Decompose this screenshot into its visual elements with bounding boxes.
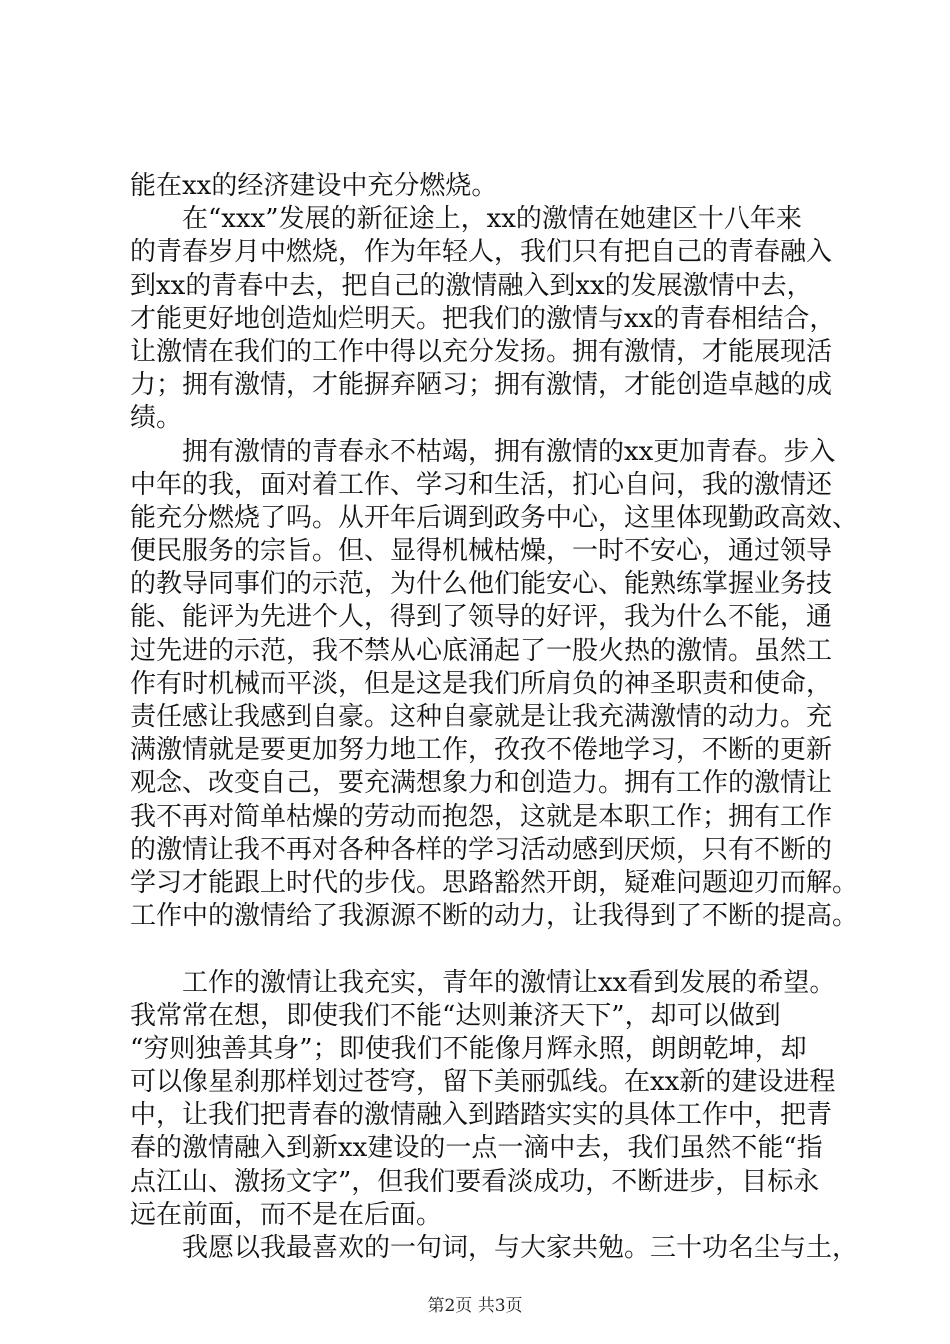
text-line: 过先进的示范，我不禁从心底涌起了一股火热的激情。虽然工 xyxy=(130,635,833,666)
text-line: 便民服务的宗旨。但、显得机械枯燥，一时不安心，通过领导 xyxy=(130,536,833,567)
text-line: 力；拥有激情，才能摒弃陋习；拥有激情，才能创造卓越的成 xyxy=(130,370,833,401)
text-line: 我不再对简单枯燥的劳动而抱怨，这就是本职工作；拥有工作 xyxy=(130,801,833,832)
text-line: 的教导同事们的示范，为什么他们能安心、能熟练掌握业务技 xyxy=(130,569,833,600)
text-line: 拥有激情的青春永不枯竭，拥有激情的xx更加青春。步入 xyxy=(182,436,836,467)
text-line: 责任感让我感到自豪。这种自豪就是让我充满激情的动力。充 xyxy=(130,702,833,732)
text-line: 中年的我，面对着工作、学习和生活，扪心自问，我的激情还 xyxy=(130,469,833,500)
text-line: 我愿以我最喜欢的一句词，与大家共勉。三十功名尘与土， xyxy=(182,1233,859,1263)
text-line: 才能更好地创造灿烂明天。把我们的激情与xx的青春相结合， xyxy=(130,303,836,334)
text-line: 可以像星刹那样划过苍穹，留下美丽弧线。在xx新的建设进程 xyxy=(130,1067,836,1098)
text-line: 能充分燃烧了吗。从开年后调到政务中心，这里体现勤政高效、 xyxy=(130,502,859,533)
text-line: 点江山、激扬文字”，但我们要看淡成功，不断进步，目标永 xyxy=(130,1166,820,1197)
text-line: 远在前面，而不是在后面。 xyxy=(130,1199,443,1230)
text-line: 工作的激情让我充实，青年的激情让xx看到发展的希望。 xyxy=(182,967,836,998)
text-line: 的激情让我不再对各种各样的学习活动感到厌烦，只有不断的 xyxy=(130,834,833,865)
text-line: 观念、改变自己，要充满想象力和创造力。拥有工作的激情让 xyxy=(130,768,833,799)
page-number-footer: 第2页 共3页 xyxy=(427,1296,523,1316)
text-line: 工作中的激情给了我源源不断的动力，让我得到了不断的提高。 xyxy=(130,901,859,932)
text-line: 学习才能跟上时代的步伐。思路豁然开朗，疑难问题迎刃而解。 xyxy=(130,867,859,898)
text-line: 到xx的青春中去，把自己的激情融入到xx的发展激情中去， xyxy=(130,270,813,301)
text-line: 我常常在想，即使我们不能“达则兼济天下”，却可以做到 xyxy=(130,1000,781,1031)
text-line: 在“xxx”发展的新征途上，xx的激情在她建区十八年来 xyxy=(182,204,802,235)
text-line: 中，让我们把青春的激情融入到踏踏实实的具体工作中，把青 xyxy=(130,1100,833,1131)
text-line: 能、能评为先进个人，得到了领导的好评，我为什么不能，通 xyxy=(130,602,833,633)
text-line: 绩。 xyxy=(130,403,183,434)
text-line: “穷则独善其身”；即使我们不能像月辉永照，朗朗乾坤，却 xyxy=(130,1033,807,1064)
text-line: 让激情在我们的工作中得以充分发扬。拥有激情，才能展现活 xyxy=(130,336,833,367)
document-body xyxy=(130,170,859,1265)
paragraph-gap xyxy=(130,933,850,966)
text-line: 的青春岁月中燃烧，作为年轻人，我们只有把自己的青春融入 xyxy=(130,237,833,268)
text-line: 能在xx的经济建设中充分燃烧。 xyxy=(130,171,498,201)
text-line: 满激情就是要更加努力地工作，孜孜不倦地学习，不断的更新 xyxy=(130,735,833,766)
text-line: 作有时机械而平淡，但是这是我们所肩负的神圣职责和使命， xyxy=(130,668,833,699)
text-line: 春的激情融入到新xx建设的一点一滴中去，我们虽然不能“指 xyxy=(130,1133,823,1164)
